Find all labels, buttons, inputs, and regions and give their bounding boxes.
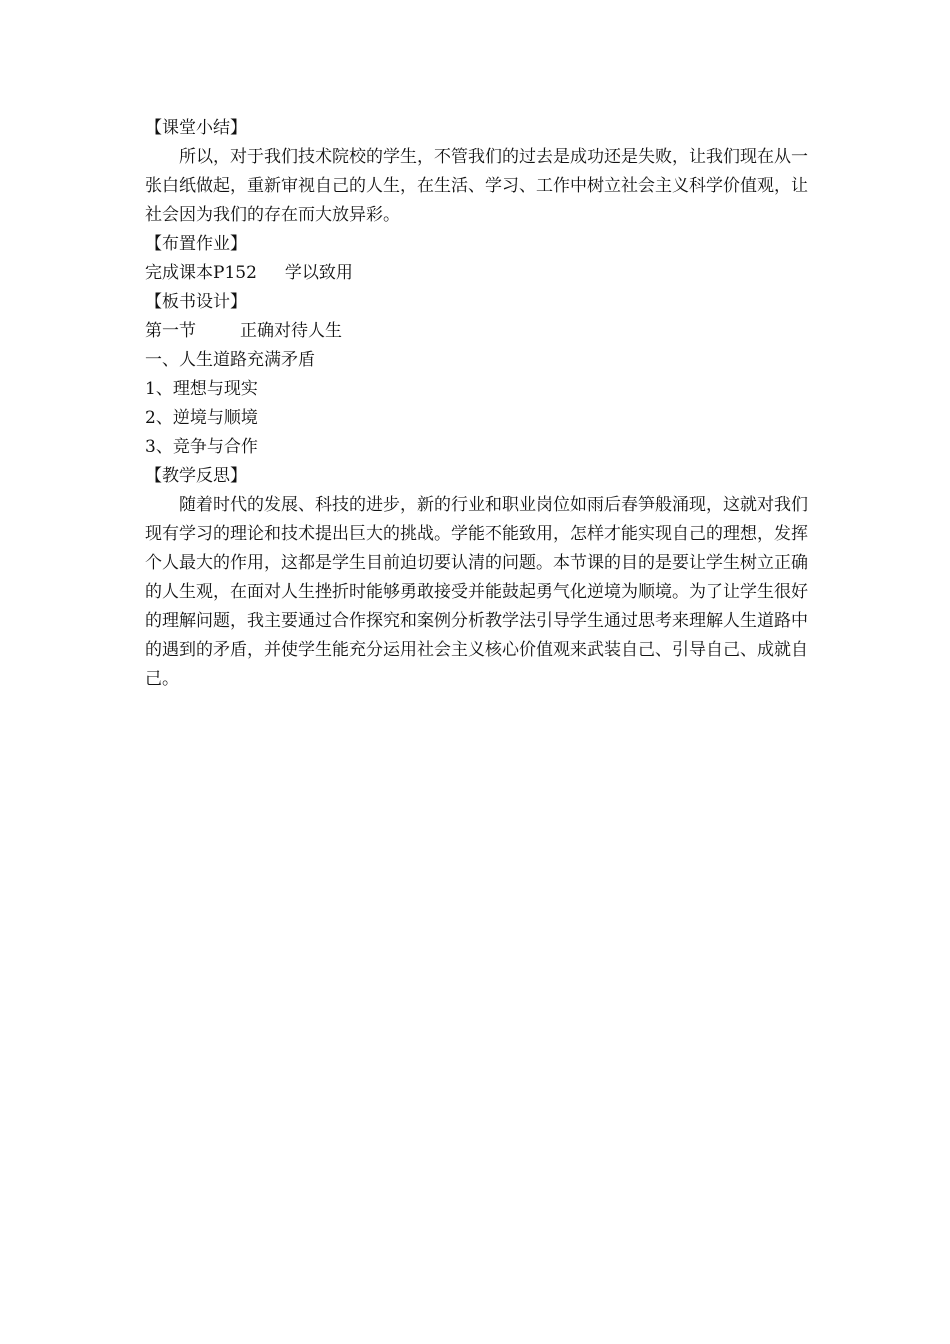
board-item-2: 2、逆境与顺境 — [145, 408, 258, 428]
board-item-1: 1、理想与现实 — [145, 379, 258, 399]
board-item-3: 3、竞争与合作 — [145, 437, 258, 457]
board-section-title: 正确对待人生 — [240, 321, 342, 341]
homework-line — [145, 259, 808, 288]
summary-heading: 【课堂小结】 — [145, 118, 247, 138]
summary-text: 所以，对于我们技术院校的学生，不管我们的过去是成功还是失败，让我们现在从一张白纸做起，重新审视自己的人生，在生活、学习、工作中树立社会主义科学价值观，让社会因为我们的存在而大放异彩。 — [145, 147, 808, 225]
document-page — [145, 114, 808, 694]
board-section-line — [145, 317, 808, 346]
homework-task-detail: 学以致用 — [284, 263, 353, 283]
board-topic: 一、人生道路充满矛盾 — [145, 350, 315, 370]
board-heading: 【板书设计】 — [145, 292, 247, 312]
board-section: 第一节 — [145, 321, 196, 341]
homework-task: 完成课本P152 — [145, 263, 257, 283]
homework-heading: 【布置作业】 — [145, 234, 247, 254]
reflection-text: 随着时代的发展、科技的进步，新的行业和职业岗位如雨后春笋般涌现，这就对我们现有学习的理论和技术提出巨大的挑战。学能不能致用，怎样才能实现自己的理想，发挥个人最大的作用，这都是学生目前迫切要认清的问题。本节课的目的是要让学生树立正确的人生观，在面对人生挫折时能够勇敢接受并能鼓起勇气化逆境为顺境。为了让学生很好的理解问题，我主要通过合作探究和案例分析教学法引导学生通过思考来理解人生道路中的遇到的矛盾，并使学生能充分运用社会主义核心价值观来武装自己、引导自己、成就自己。 — [145, 495, 808, 689]
reflection-heading: 【教学反思】 — [145, 466, 247, 486]
